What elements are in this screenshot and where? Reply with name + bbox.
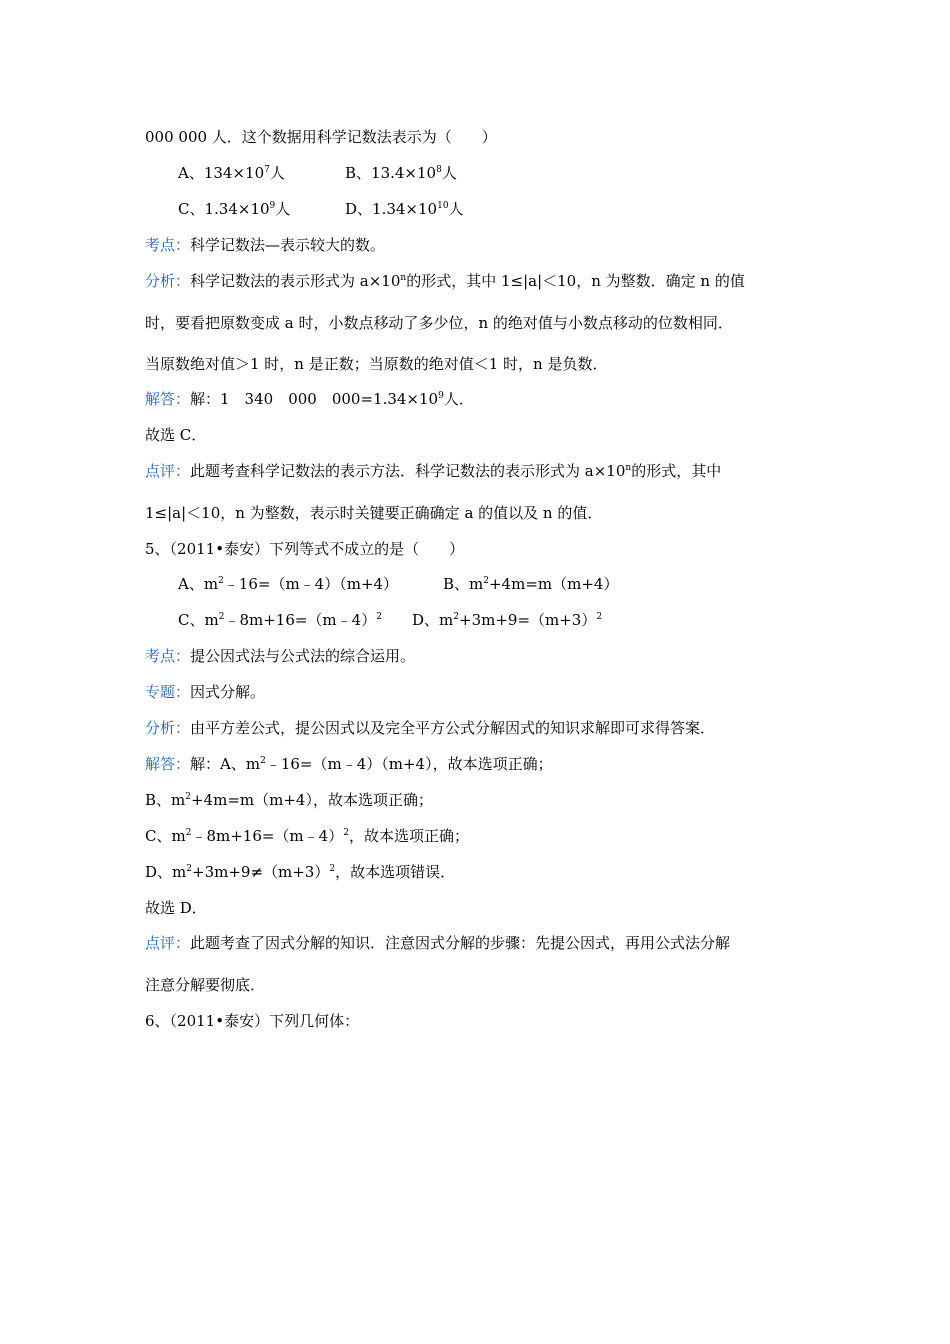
q4-fenxi-1-sup: n xyxy=(400,273,407,283)
q4-options-b-post: 人 xyxy=(441,164,457,182)
q5-a-sup: 2 xyxy=(218,576,224,586)
q5-guxuan: 故选 D． xyxy=(145,899,207,917)
q5-b-pre: B、m xyxy=(443,575,484,593)
q4-answer xyxy=(145,425,206,445)
q5-jieda-1-pre: 解：A、m xyxy=(190,755,261,773)
dianping-label: 点评： xyxy=(145,462,191,480)
q6-stem xyxy=(145,1011,359,1031)
q4-fenxi-3: 当原数绝对值＞1 时，n 是正数；当原数的绝对值＜1 时，n 是负数． xyxy=(145,355,608,373)
q5-jieda-line-1 xyxy=(145,754,553,774)
q5-kaodian: 提公因式法与公式法的综合运用。 xyxy=(190,647,416,665)
q5-jieda-3-post: ，故本选项正确； xyxy=(348,827,469,845)
q5-jieda-line-4 xyxy=(145,862,455,882)
q5-kaodian xyxy=(145,646,415,666)
fenxi-label: 分析： xyxy=(145,272,191,290)
q5-stem: 5、（2011•泰安）下列等式不成立的是（ ） xyxy=(145,540,465,558)
q5-d-pre: D、m xyxy=(412,611,454,629)
q4-dianping-2: 1≤|a|＜10，n 为整数，表示时关键要正确确定 a 的值以及 n 的值． xyxy=(145,504,603,522)
q5-jieda-line-2 xyxy=(145,790,433,810)
q4-jieda xyxy=(145,389,474,409)
q4-options-c-pre: C、1.34×10 xyxy=(178,200,270,218)
q4-dianping-line-2 xyxy=(145,503,602,523)
q5-option-c xyxy=(178,610,382,630)
q5-dianping-1: 此题考查了因式分解的知识．注意因式分解的步骤：先提公因式，再用公式法分解 xyxy=(190,934,731,952)
q4-jieda-pre: 解：1 340 000 000=1.34×10 xyxy=(190,390,439,408)
q5-c-pre: C、m xyxy=(178,611,219,629)
q5-dianping-line-1 xyxy=(145,933,730,953)
q5-jieda-4-sup2: 2 xyxy=(329,864,336,874)
zhuanti-label: 专题： xyxy=(145,683,191,701)
q4-options-a-sup: 7 xyxy=(264,165,270,175)
q5-option-b xyxy=(443,574,618,594)
q5-option-a xyxy=(178,574,398,594)
q4-dianping-1-sup: n xyxy=(625,463,632,473)
q5-jieda-2-post: +4m=m（m+4），故本选项正确； xyxy=(190,791,433,809)
q5-jieda-4-mid: +3m+9≠（m+3） xyxy=(192,863,330,881)
q4-jieda-sup: 9 xyxy=(438,391,444,401)
q5-fenxi xyxy=(145,718,715,738)
q5-a-pre: A、m xyxy=(178,575,219,593)
q5-jieda-1-post: ﹣16=（m﹣4）（m+4），故本选项正确； xyxy=(265,755,553,773)
q5-zhuanti: 因式分解。 xyxy=(190,683,266,701)
q5-c-sup: 2 xyxy=(218,612,225,622)
kaodian-label: 考点： xyxy=(145,236,191,254)
q5-jieda-3-sup2: 2 xyxy=(343,828,349,838)
jieda-label: 解答： xyxy=(145,390,191,408)
q5-jieda-4-post: ，故本选项错误． xyxy=(335,863,456,881)
q5-jieda-4-sup: 2 xyxy=(186,864,192,874)
q5-jieda-1-sup: 2 xyxy=(260,756,266,766)
q4-option-c xyxy=(178,199,290,219)
q4-fenxi-1-pre: 科学记数法的表示形式为 a×10 xyxy=(190,272,401,290)
q5-dianping-line-2 xyxy=(145,975,265,995)
q5-b-post: +4m=m（m+4） xyxy=(488,575,619,593)
q5-fenxi: 由平方差公式，提公因式以及完全平方公式分解因式的知识求解即可求得答案． xyxy=(190,719,716,737)
q4-fenxi-line-1 xyxy=(145,271,745,291)
q4-jieda-post: 人． xyxy=(443,390,474,408)
q5-d-mid: +3m+9=（m+3） xyxy=(459,611,597,629)
q5-jieda-2-pre: B、m xyxy=(145,791,186,809)
q5-jieda-4-pre: D、m xyxy=(145,863,187,881)
q4-option-a xyxy=(178,163,285,183)
q4-options-a-post: 人 xyxy=(269,164,285,182)
q5-jieda-3-pre: C、m xyxy=(145,827,186,845)
q4-options-d-pre: D、1.34×10 xyxy=(345,200,438,218)
q5-jieda-2-sup: 2 xyxy=(185,792,191,802)
q4-option-d xyxy=(345,199,464,219)
q4-kaodian xyxy=(145,235,385,255)
q4-options-a-pre: A、134×10 xyxy=(178,164,265,182)
q4-options-d-sup: 10 xyxy=(437,201,449,211)
q5-option-d xyxy=(412,610,602,630)
q4-options-c-sup: 9 xyxy=(269,201,276,211)
q5-answer xyxy=(145,898,207,918)
q4-dianping-1-post: 的形式，其中 xyxy=(631,462,722,480)
q4-dianping-1-pre: 此题考查科学记数法的表示方法．科学记数法的表示形式为 a×10 xyxy=(190,462,626,480)
q4-stem-tail xyxy=(145,127,497,147)
q4-kaodian: 科学记数法—表示较大的数。 xyxy=(190,236,386,254)
q4-fenxi-1-post: 的形式，其中 1≤|a|＜10，n 为整数．确定 n 的值 xyxy=(406,272,745,290)
kaodian-label: 考点： xyxy=(145,647,191,665)
q5-a-post: ﹣16=（m﹣4）（m+4） xyxy=(223,575,399,593)
q5-d-sup: 2 xyxy=(453,612,459,622)
q5-b-sup: 2 xyxy=(483,576,489,586)
q4-guxuan: 故选 C． xyxy=(145,426,207,444)
q5-jieda-3-sup: 2 xyxy=(185,828,192,838)
q4-options-d-post: 人 xyxy=(448,200,464,218)
q4-option-b xyxy=(345,163,457,183)
q5-jieda-line-3 xyxy=(145,826,469,846)
q4-options-c-post: 人 xyxy=(275,200,291,218)
q5-d-sup2: 2 xyxy=(596,612,603,622)
q6-stem: 6、（2011•泰安）下列几何体： xyxy=(145,1012,360,1030)
dianping-label: 点评： xyxy=(145,934,191,952)
q4-options-b-sup: 8 xyxy=(436,165,442,175)
q5-stem xyxy=(145,539,464,559)
jieda-label: 解答： xyxy=(145,755,191,773)
q4-fenxi-line-2 xyxy=(145,313,733,333)
q4-dianping-line-1 xyxy=(145,461,721,481)
q4-fenxi-2: 时，要看把原数变成 a 时，小数点移动了多少位，n 的绝对值与小数点移动的位数相同． xyxy=(145,314,733,332)
q5-dianping-2: 注意分解要彻底． xyxy=(145,976,266,994)
q5-zhuanti xyxy=(145,682,265,702)
q5-c-mid: ﹣8m+16=（m﹣4） xyxy=(224,611,377,629)
q4-stem-tail: 000 000 人．这个数据用科学记数法表示为（ ） xyxy=(145,128,497,146)
q5-c-sup2: 2 xyxy=(376,612,382,622)
q4-fenxi-line-3 xyxy=(145,354,607,374)
q5-jieda-3-mid: ﹣8m+16=（m﹣4） xyxy=(191,827,344,845)
q4-options-b-pre: B、13.4×10 xyxy=(345,164,437,182)
fenxi-label: 分析： xyxy=(145,719,191,737)
